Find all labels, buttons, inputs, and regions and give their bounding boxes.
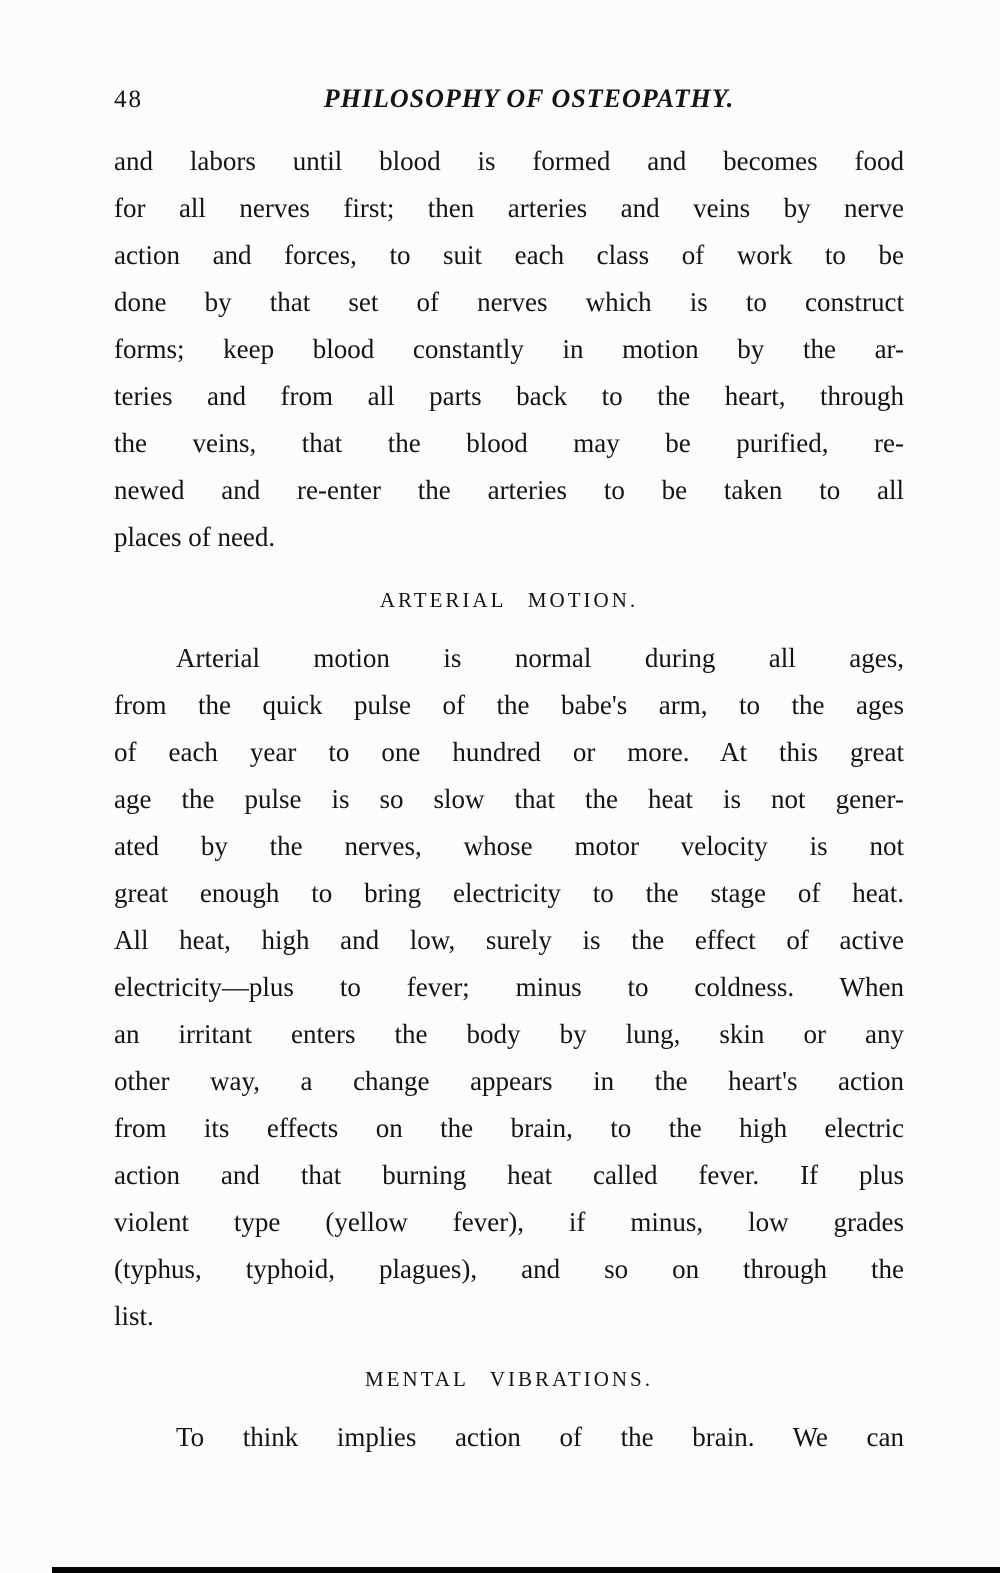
text-line: from the quick pulse of the babe's arm, to the ages	[114, 690, 904, 720]
text-line: All heat, high and low, surely is the effect of active	[114, 925, 904, 955]
text-line: list.	[114, 1301, 154, 1331]
text-line: places of need.	[114, 522, 276, 552]
text-line: teries and from all parts back to the heart, through	[114, 381, 904, 411]
section-heading: MENTAL VIBRATIONS.	[365, 1367, 653, 1391]
text-line: the veins, that the blood may be purified, re-	[114, 428, 904, 458]
text-line: To think implies action of the brain. We can	[176, 1422, 904, 1452]
text-line: great enough to bring electricity to the stage of heat.	[114, 878, 904, 908]
paragraph	[114, 635, 904, 1340]
text-line: action and forces, to suit each class of work to be	[114, 240, 904, 270]
text-line: for all nerves first; then arteries and veins by nerve	[114, 193, 904, 223]
text-line: Arterial motion is normal during all ages,	[176, 643, 904, 673]
page-number: 48	[114, 86, 143, 113]
text-line: newed and re-enter the arteries to be taken to all	[114, 475, 904, 505]
text-line: age the pulse is so slow that the heat is not gener-	[114, 784, 904, 814]
text-line: other way, a change appears in the heart's action	[114, 1066, 904, 1096]
text-line: (typhus, typhoid, plagues), and so on through the	[114, 1254, 904, 1284]
text-line: action and that burning heat called fever. If plus	[114, 1160, 904, 1190]
scan-edge-artifact	[52, 1567, 1000, 1573]
text-line: done by that set of nerves which is to construct	[114, 287, 904, 317]
text-line: violent type (yellow fever), if minus, low grades	[114, 1207, 904, 1237]
text-line: from its effects on the brain, to the high electric	[114, 1113, 904, 1143]
paragraph	[114, 138, 904, 561]
page-header	[114, 84, 904, 114]
section-heading: ARTERIAL MOTION.	[379, 588, 639, 612]
running-title: PHILOSOPHY OF OSTEOPATHY.	[323, 84, 735, 113]
text-line: and labors until blood is formed and becomes food	[114, 146, 904, 176]
page-body	[114, 138, 904, 1461]
text-line: an irritant enters the body by lung, skin or any	[114, 1019, 904, 1049]
text-line: ated by the nerves, whose motor velocity is not	[114, 831, 904, 861]
text-line: of each year to one hundred or more. At this great	[114, 737, 904, 767]
paragraph	[114, 1414, 904, 1461]
text-line: forms; keep blood constantly in motion by the ar-	[114, 334, 904, 364]
text-line: electricity—plus to fever; minus to coldness. When	[114, 972, 904, 1002]
